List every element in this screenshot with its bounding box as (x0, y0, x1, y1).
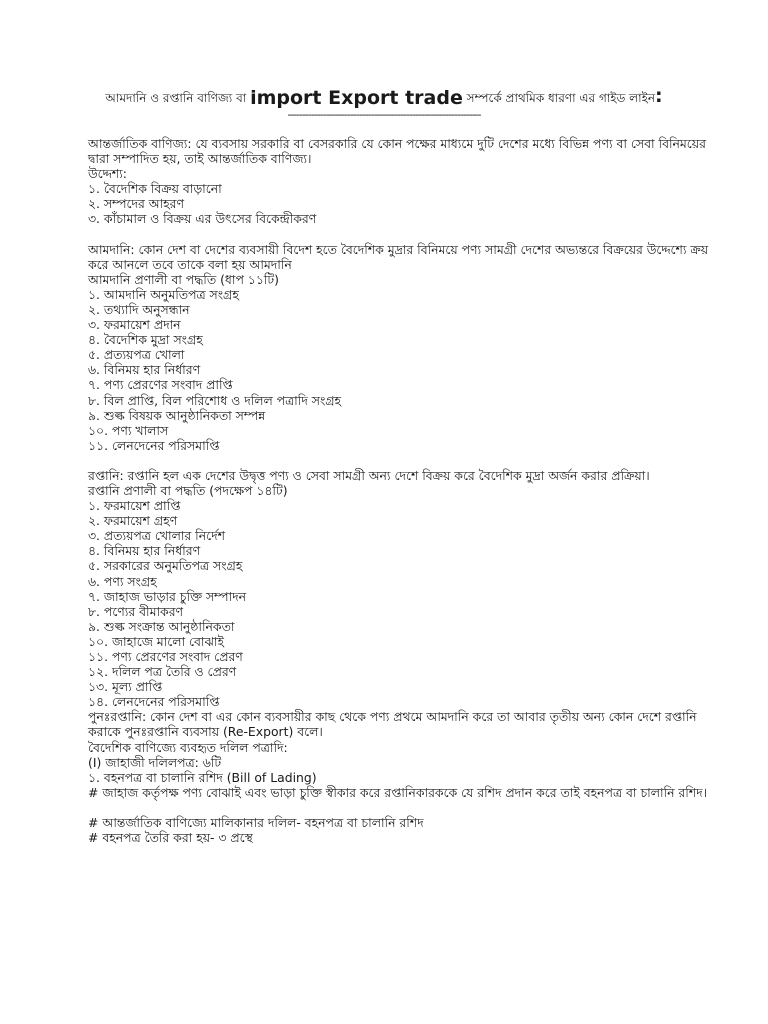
import-step: ৯. শুল্ক বিষয়ক আনুষ্ঠানিকতা সম্পন্ন (88, 407, 266, 423)
objective-item: ৩. কাঁচামাল ও বিক্রয় এর উৎসের বিকেন্দ্রীকরণ (88, 211, 317, 227)
export-definition: রপ্তানি: রপ্তানি হল এক দেশের উদ্বৃত্ত পণ্য ও সেবা সামগ্রী অন্য দেশে বিক্রয় করে বৈদেশিক মুদ্রা অর্জন করার প্রক্রিয়া। (88, 467, 650, 483)
import-step: ২. তথ্যাদি অনুসন্ধান (88, 301, 190, 317)
import-step: ৭. পণ্য প্রেরণের সংবাদ প্রাপ্তি (88, 377, 233, 393)
export-step: ১. ফরমায়েশ প্রাপ্তি (88, 498, 181, 514)
export-step: ৪. বিনিময় হার নির্ধারণ (88, 543, 201, 559)
import-step: ১. আমদানি অনুমতিপত্র সংগ্রহ (88, 286, 239, 302)
export-step: ১১. পণ্য প্রেরণের সংবাদ প্রেরণ (88, 649, 243, 664)
import-definition: আমদানি: কোন দেশ বা দেশের ব্যবসায়ী বিদেশ হতে বৈদেশিক মুদ্রার বিনিময়ে পণ্য সামগ্রী দেশের অভ্যন্তরে বিক্রয়ের উদ্দেশ্যে ক্রয় করে আনলে তবে তাকে বলা হয় আমদানি (88, 241, 709, 272)
export-step: ১৪. লেনদেনের পরিসমাপ্তি (88, 694, 220, 710)
export-step: ১০. জাহাজে মালো বোঝাই (88, 633, 224, 649)
export-step: ২. ফরমায়েশ গ্রহণ (88, 513, 178, 529)
import-step: ৩. ফরমায়েশ প্রদান (88, 317, 181, 333)
title-bangla-prefix: আমদানি ও রপ্তানি বাণিজ্য বা (105, 91, 247, 105)
ownership-document-note: # আন্তর্জাতিক বাণিজ্যে মালিকানার দলিল- বহনপত্র বা চালানি রশিদ (88, 814, 424, 830)
bill-of-lading-note: # জাহাজ কর্তৃপক্ষ পণ্য বোঝাই এবং ভাড়া চুক্তি স্বীকার করে রপ্তানিকারককে যে রশিদ প্রদান করে তাই বহনপত্র বা চালানি রশিদ। (88, 784, 708, 800)
import-process-label: আমদানি প্রণালী বা পদ্ধতি (ধাপ ১১টি) (88, 271, 280, 287)
import-step: ৫. প্রত্যয়পত্র খোলা (88, 347, 185, 363)
export-step: ৩. প্রত্যয়পত্র খোলার নির্দেশ (88, 528, 225, 544)
shipping-documents-label: (I) জাহাজী দলিলপত্র: ৬টি (88, 754, 222, 770)
title-bangla-suffix: সম্পর্কে প্রাথমিক ধারণা এর গাইড লাইন (466, 91, 656, 105)
export-step: ১২. দলিল পত্র তৈরি ও প্রেরণ (88, 664, 237, 680)
export-step: ৬. পণ্য সংগ্রহ (88, 573, 157, 589)
import-step: ৬. বিনিময় হার নির্ধারণ (88, 362, 201, 378)
import-step: ১০. পণ্য খালাস (88, 422, 169, 438)
export-process-label: রপ্তানি প্রণালী বা পদ্ধতি (পদক্ষেপ ১৪টি) (88, 482, 288, 498)
title-underline-dashes: ----------------------------------------------------------------- (287, 108, 481, 121)
document-body (88, 136, 712, 845)
bill-of-lading-item: ১. বহনপত্র বা চালানি রশিদ (Bill of Lading) (88, 769, 317, 785)
objective-item: ২. সম্পদের আহরণ (88, 196, 184, 212)
title-colon: : (655, 85, 663, 107)
export-step: ৯. শুল্ক সংক্রান্ত আনুষ্ঠানিকতা (88, 618, 235, 634)
documents-label: বৈদেশিক বাণিজ্যে ব্যবহৃত দলিল পত্রাদি: (88, 739, 288, 755)
objective-item: ১. বৈদেশিক বিক্রয় বাড়ানো (88, 181, 222, 197)
reexport-definition: পুনঃরপ্তানি: কোন দেশ বা এর কোন ব্যবসায়ীর কাছ থেকে পণ্য প্রথমে আমদানি করে তা আবার তৃতীয় অন্য কোন দেশে রপ্তানি করাকে পুনঃরপ্তানি ব্যবসায় (Re-Export) বলে। (88, 709, 697, 740)
export-step: ৭. জাহাজ ভাড়ার চুক্তি সম্পাদন (88, 588, 247, 604)
import-step: ৮. বিল প্রাপ্তি, বিল পরিশোধ ও দলিল পত্রাদি সংগ্রহ (88, 392, 342, 408)
copies-note: # বহনপত্র তৈরি করা হয়- ৩ প্রস্থে (88, 830, 253, 846)
export-step: ৮. পণ্যের বীমাকরণ (88, 603, 184, 619)
objectives-label: উদ্দেশ্য: (88, 166, 127, 182)
intl-trade-definition: আন্তর্জাতিক বাণিজ্য: যে ব্যবসায় সরকারি বা বেসরকারি যে কোন পক্ষের মাধ্যমে দুটি দেশের মধ্যে বিভিন্ন পণ্য বা সেবা বিনিময়ের দ্বারা সম্পাদিত হয়, তাই আন্তর্জাতিক বাণিজ্য। (88, 136, 706, 167)
export-step: ৫. সরকারের অনুমতিপত্র সংগ্রহ (88, 558, 243, 574)
export-step: ১৩. মূল্য প্রাপ্তি (88, 679, 163, 695)
title-english-phrase: import Export trade (250, 87, 463, 109)
import-step: ১১. লেনদেনের পরিসমাপ্তি (88, 437, 220, 453)
import-step: ৪. বৈদেশিক মুদ্রা সংগ্রহ (88, 332, 203, 348)
